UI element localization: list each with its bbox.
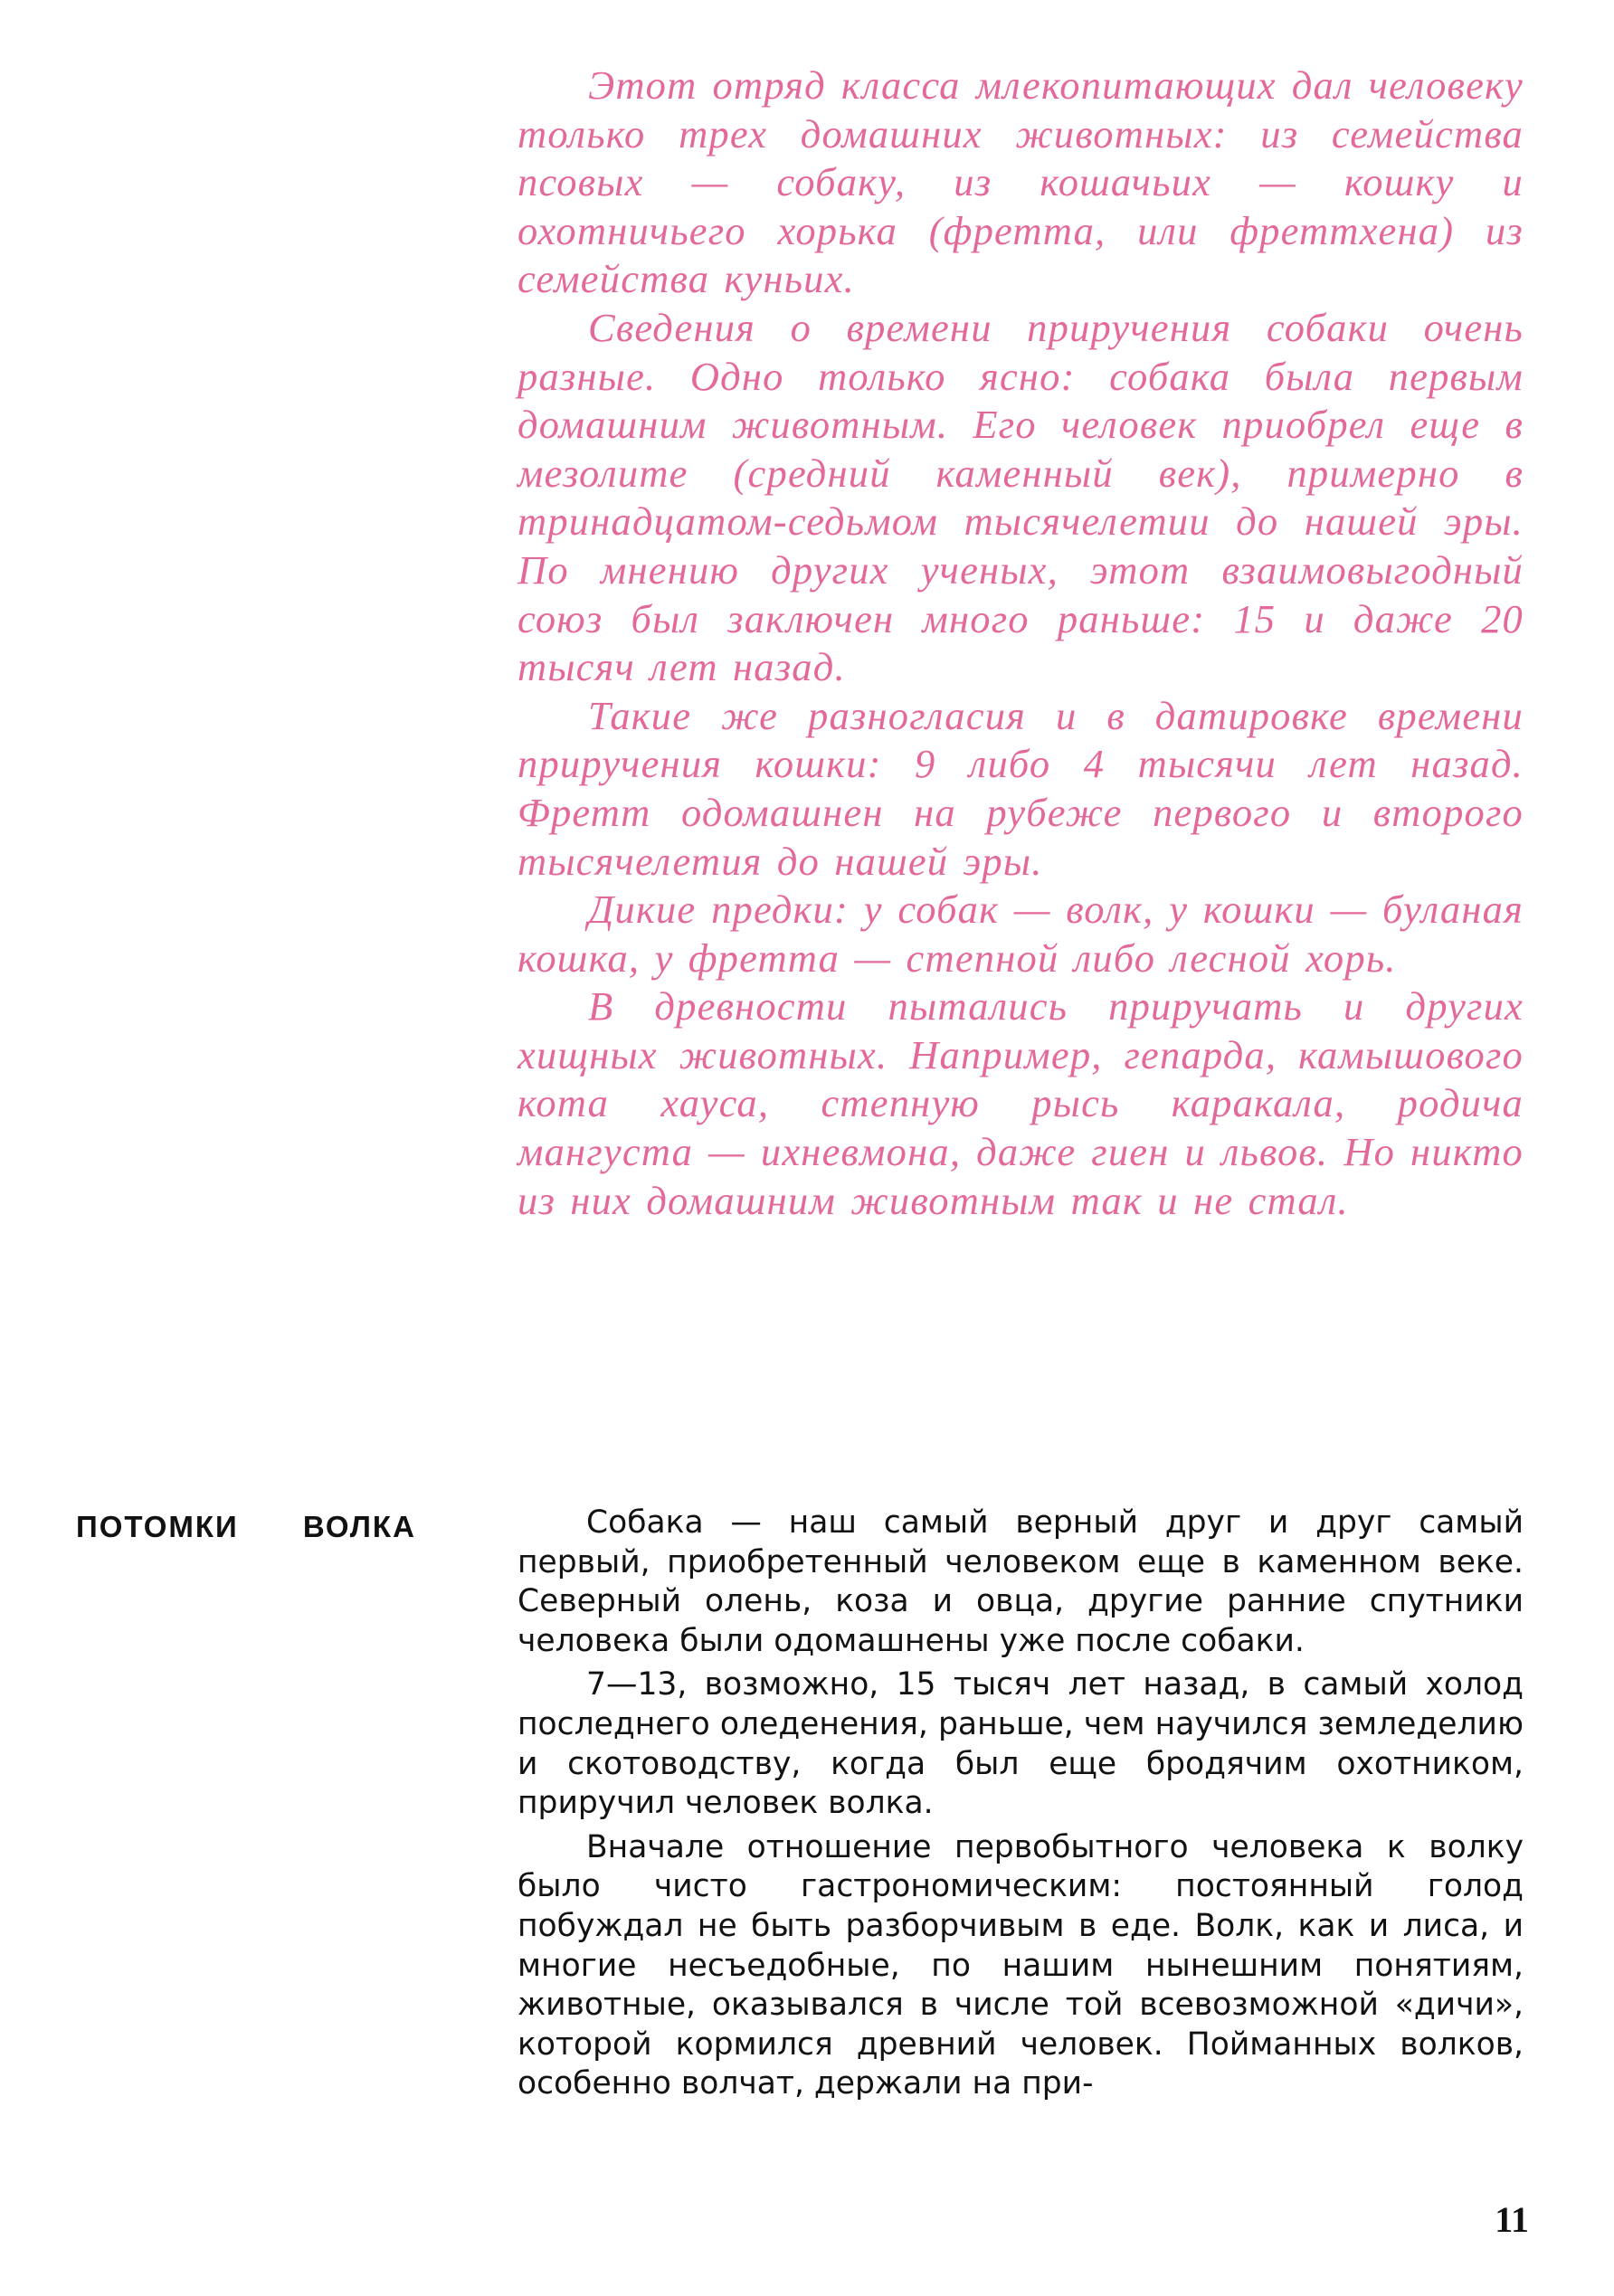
body-paragraph: Собака — наш самый верный друг и друг самый первый, приобретенный человеком еще в каменном веке. Северный олень, коза и овца, другие ранние спутники человека были одомашнены уже после собаки.	[517, 1504, 1524, 1659]
intro-paragraph: В древности пытались приручать и других хищных животных. Например, гепарда, камышового кота хауса, степную рысь каракала, родича мангуста — ихневмона, даже гиен и львов. Но никто из них домашним животным так и не стал.	[517, 983, 1524, 1223]
intro-paragraph: Такие же разногласия и в датировке времени приручения кошки: 9 либо 4 тысячи лет назад. Фретт одомашнен на рубеже первого и второго тысячелетия до нашей эры.	[517, 692, 1524, 884]
section-title: ПОТОМКИ ВОЛКА	[76, 1510, 416, 1543]
page-number: 11	[1495, 2199, 1529, 2240]
intro-paragraph: Сведения о времени приручения собаки очень разные. Одно только ясно: собака была первым домашним животным. Его человек приобрел еще в мезолите (средний каменный век), примерно в тринадцатом-седьмом тысячелетии до нашей эры. По мнению других ученых, этот взаимовыгодный союз был заключен много раньше: 15 и даже 20 тысяч лет назад.	[517, 304, 1524, 690]
intro-paragraph: Этот отряд класса млекопитающих дал человеку только трех домашних животных: из семейства псовых — собаку, из кошачьих — кошку и охотничьего хорька (фретта, или фреттхена) из семейства куньих.	[517, 62, 1524, 302]
intro-text-block	[517, 62, 1524, 1225]
body-paragraph: 7—13, возможно, 15 тысяч лет назад, в самый холод последнего оледенения, раньше, чем научился земледелию и скотоводству, когда был еще бродячим охотником, приручил человек волка.	[517, 1666, 1524, 1822]
body-text-block	[517, 1504, 1524, 2109]
intro-paragraph: Дикие предки: у собак — волк, у кошки — буланая кошка, у фретта — степной либо лесной хорь.	[517, 887, 1524, 981]
body-paragraph: Вначале отношение первобытного человека к волку было чисто гастрономическим: постоянный голод побуждал не быть разборчивым в еде. Волк, как и лиса, и многие несъедобные, по нашим нынешним понятиям, животные, оказывался в числе той всевозможной «дичи», которой кормился древний человек. Пойманных волков, особенно волчат, держали на при-	[517, 1828, 1524, 2102]
